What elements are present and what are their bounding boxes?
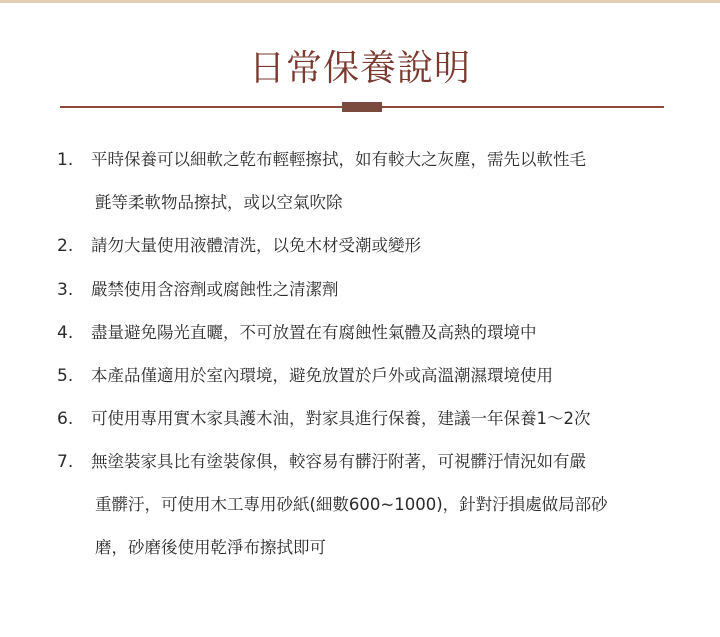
title-divider-accent (342, 102, 382, 112)
item-number: 3. (57, 280, 74, 300)
item-number: 2. (57, 236, 74, 256)
item-number: 5. (57, 366, 74, 386)
item-text: 本產品僅適用於室內環境，避免放置於戶外或高溫潮濕環境使用 (91, 366, 553, 385)
item-text: 平時保養可以細軟之乾布輕輕擦拭，如有較大之灰塵，需先以軟性毛 (91, 150, 586, 169)
item-number: 1. (57, 150, 74, 170)
item-text: 氈等柔軟物品擦拭，或以空氣吹除 (95, 193, 343, 212)
item-text: 盡量避免陽光直曬，不可放置在有腐蝕性氣體及高熱的環境中 (91, 323, 537, 342)
top-border (0, 0, 720, 3)
item-text: 請勿大量使用液體清洗，以免木材受潮或變形 (91, 236, 421, 255)
item-text: 重髒汙，可使用木工專用砂紙(細數600~1000)，針對汙損處做局部砂 (95, 495, 608, 514)
item-text: 無塗裝家具比有塗裝傢俱，較容易有髒汙附著，可視髒汙情況如有嚴 (91, 452, 586, 471)
item-text: 嚴禁使用含溶劑或腐蝕性之清潔劑 (91, 280, 339, 299)
item-number: 6. (57, 409, 74, 429)
item-number: 4. (57, 323, 74, 343)
item-number: 7. (57, 452, 74, 472)
item-text: 可使用專用實木家具護木油，對家具進行保養，建議一年保養1～2次 (91, 409, 591, 428)
page-title: 日常保養說明 (248, 48, 471, 89)
item-text: 磨，砂磨後使用乾淨布擦拭即可 (95, 538, 326, 557)
